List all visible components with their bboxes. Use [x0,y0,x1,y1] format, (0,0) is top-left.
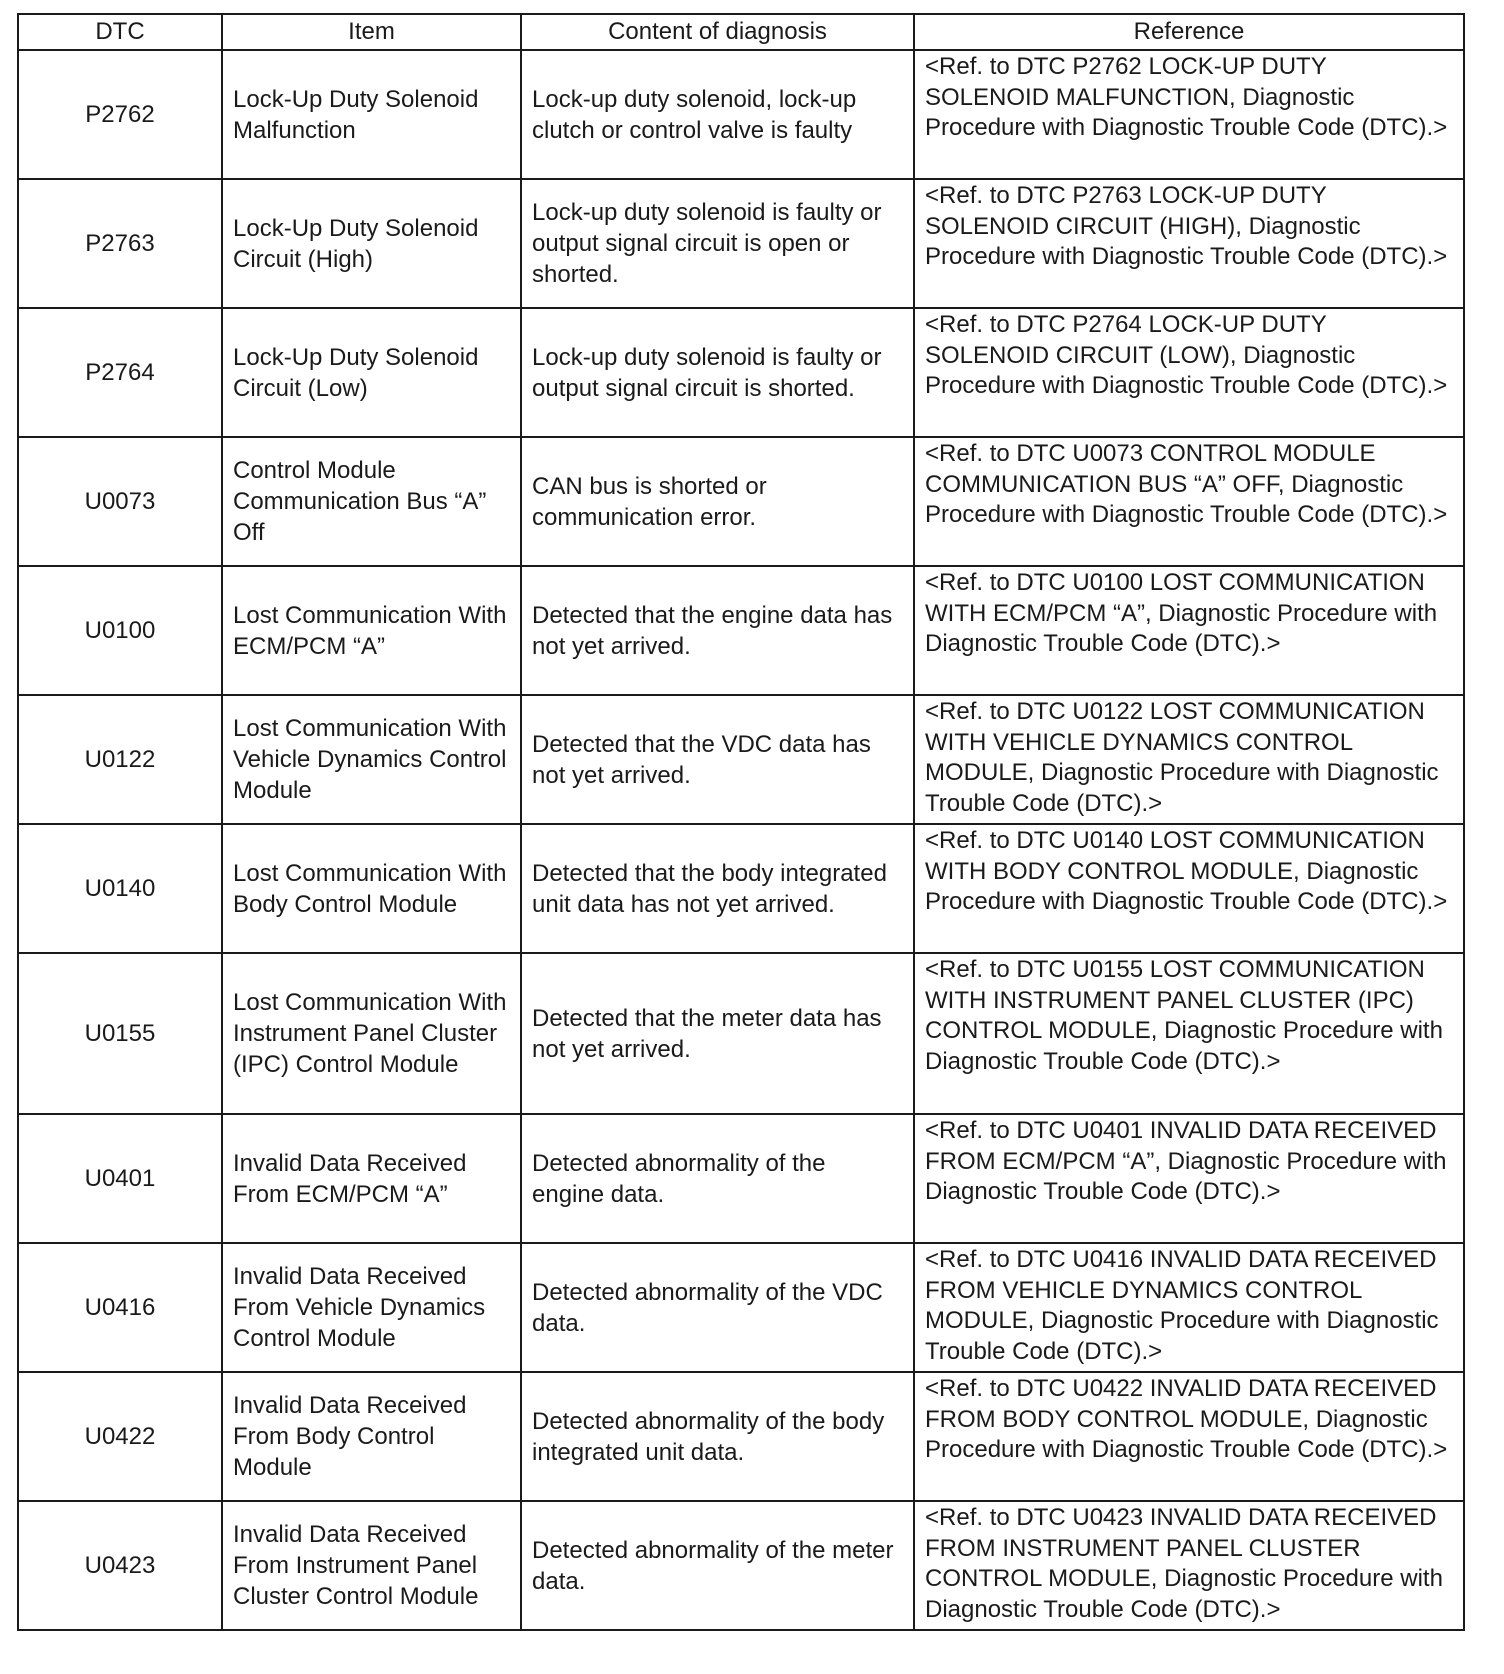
header-dtc: DTC [18,14,222,50]
reference-cell: <Ref. to DTC U0422 INVALID DATA RECEIVED FROM BODY CONTROL MODULE, Diagnostic Procedure with Diagnostic Trouble Code (DTC).> [914,1372,1464,1501]
table-row [18,953,1464,1114]
table-row [18,308,1464,437]
table-row [18,566,1464,695]
reference-cell: <Ref. to DTC U0416 INVALID DATA RECEIVED FROM VEHICLE DYNAMICS CONTROL MODULE, Diagnostic Procedure with Diagnostic Trouble Code (DTC).> [914,1243,1464,1372]
reference-cell: <Ref. to DTC P2763 LOCK-UP DUTY SOLENOID CIRCUIT (HIGH), Diagnostic Procedure with Diagnostic Trouble Code (DTC).> [914,179,1464,308]
content-cell: Detected that the VDC data has not yet arrived. [521,695,914,824]
dtc-code: U0401 [18,1114,222,1243]
item-cell: Lock-Up Duty Solenoid Circuit (Low) [222,308,521,437]
dtc-code: U0073 [18,437,222,566]
content-cell: Detected that the body integrated unit data has not yet arrived. [521,824,914,953]
item-cell: Lost Communication With ECM/PCM “A” [222,566,521,695]
reference-cell: <Ref. to DTC U0073 CONTROL MODULE COMMUNICATION BUS “A” OFF, Diagnostic Procedure with Diagnostic Trouble Code (DTC).> [914,437,1464,566]
dtc-code: U0140 [18,824,222,953]
table-row [18,1243,1464,1372]
reference-cell: <Ref. to DTC P2764 LOCK-UP DUTY SOLENOID CIRCUIT (LOW), Diagnostic Procedure with Diagnostic Trouble Code (DTC).> [914,308,1464,437]
table-row [18,50,1464,179]
dtc-code: U0422 [18,1372,222,1501]
table-row [18,1372,1464,1501]
item-cell: Invalid Data Received From Body Control Module [222,1372,521,1501]
content-cell: Detected abnormality of the meter data. [521,1501,914,1630]
dtc-code: P2764 [18,308,222,437]
dtc-code: U0416 [18,1243,222,1372]
content-cell: Lock-up duty solenoid is faulty or output signal circuit is open or shorted. [521,179,914,308]
dtc-code: P2763 [18,179,222,308]
item-cell: Invalid Data Received From ECM/PCM “A” [222,1114,521,1243]
item-cell: Lost Communication With Body Control Module [222,824,521,953]
table-header [18,14,1464,50]
dtc-code: U0100 [18,566,222,695]
content-cell: CAN bus is shorted or communication error. [521,437,914,566]
header-item: Item [222,14,521,50]
reference-cell: <Ref. to DTC U0401 INVALID DATA RECEIVED FROM ECM/PCM “A”, Diagnostic Procedure with Diagnostic Trouble Code (DTC).> [914,1114,1464,1243]
header-content: Content of diagnosis [521,14,914,50]
header-reference: Reference [914,14,1464,50]
dtc-code: P2762 [18,50,222,179]
table-row [18,1114,1464,1243]
reference-cell: <Ref. to DTC U0100 LOST COMMUNICATION WITH ECM/PCM “A”, Diagnostic Procedure with Diagnostic Trouble Code (DTC).> [914,566,1464,695]
table-row [18,437,1464,566]
item-cell: Lost Communication With Vehicle Dynamics Control Module [222,695,521,824]
item-cell: Lock-Up Duty Solenoid Circuit (High) [222,179,521,308]
reference-cell: <Ref. to DTC U0122 LOST COMMUNICATION WITH VEHICLE DYNAMICS CONTROL MODULE, Diagnostic Procedure with Diagnostic Trouble Code (DTC).> [914,695,1464,824]
reference-cell: <Ref. to DTC U0155 LOST COMMUNICATION WITH INSTRUMENT PANEL CLUSTER (IPC) CONTROL MODULE, Diagnostic Procedure with Diagnostic Trouble Code (DTC).> [914,953,1464,1114]
content-cell: Detected abnormality of the engine data. [521,1114,914,1243]
item-cell: Invalid Data Received From Vehicle Dynamics Control Module [222,1243,521,1372]
table-body [18,50,1464,1630]
item-cell: Lost Communication With Instrument Panel Cluster (IPC) Control Module [222,953,521,1114]
content-cell: Lock-up duty solenoid is faulty or output signal circuit is shorted. [521,308,914,437]
item-cell: Invalid Data Received From Instrument Panel Cluster Control Module [222,1501,521,1630]
header-row [18,14,1464,50]
dtc-code: U0122 [18,695,222,824]
content-cell: Detected that the meter data has not yet arrived. [521,953,914,1114]
dtc-table [17,13,1465,1631]
table-row [18,824,1464,953]
content-cell: Lock-up duty solenoid, lock-up clutch or control valve is faulty [521,50,914,179]
dtc-code: U0423 [18,1501,222,1630]
table-row [18,695,1464,824]
reference-cell: <Ref. to DTC U0423 INVALID DATA RECEIVED FROM INSTRUMENT PANEL CLUSTER CONTROL MODULE, Diagnostic Procedure with Diagnostic Trouble Code (DTC).> [914,1501,1464,1630]
dtc-code: U0155 [18,953,222,1114]
reference-cell: <Ref. to DTC U0140 LOST COMMUNICATION WITH BODY CONTROL MODULE, Diagnostic Procedure with Diagnostic Trouble Code (DTC).> [914,824,1464,953]
table-row [18,1501,1464,1630]
item-cell: Control Module Communication Bus “A” Off [222,437,521,566]
content-cell: Detected abnormality of the body integrated unit data. [521,1372,914,1501]
content-cell: Detected abnormality of the VDC data. [521,1243,914,1372]
table-row [18,179,1464,308]
reference-cell: <Ref. to DTC P2762 LOCK-UP DUTY SOLENOID MALFUNCTION, Diagnostic Procedure with Diagnostic Trouble Code (DTC).> [914,50,1464,179]
item-cell: Lock-Up Duty Solenoid Malfunction [222,50,521,179]
content-cell: Detected that the engine data has not yet arrived. [521,566,914,695]
